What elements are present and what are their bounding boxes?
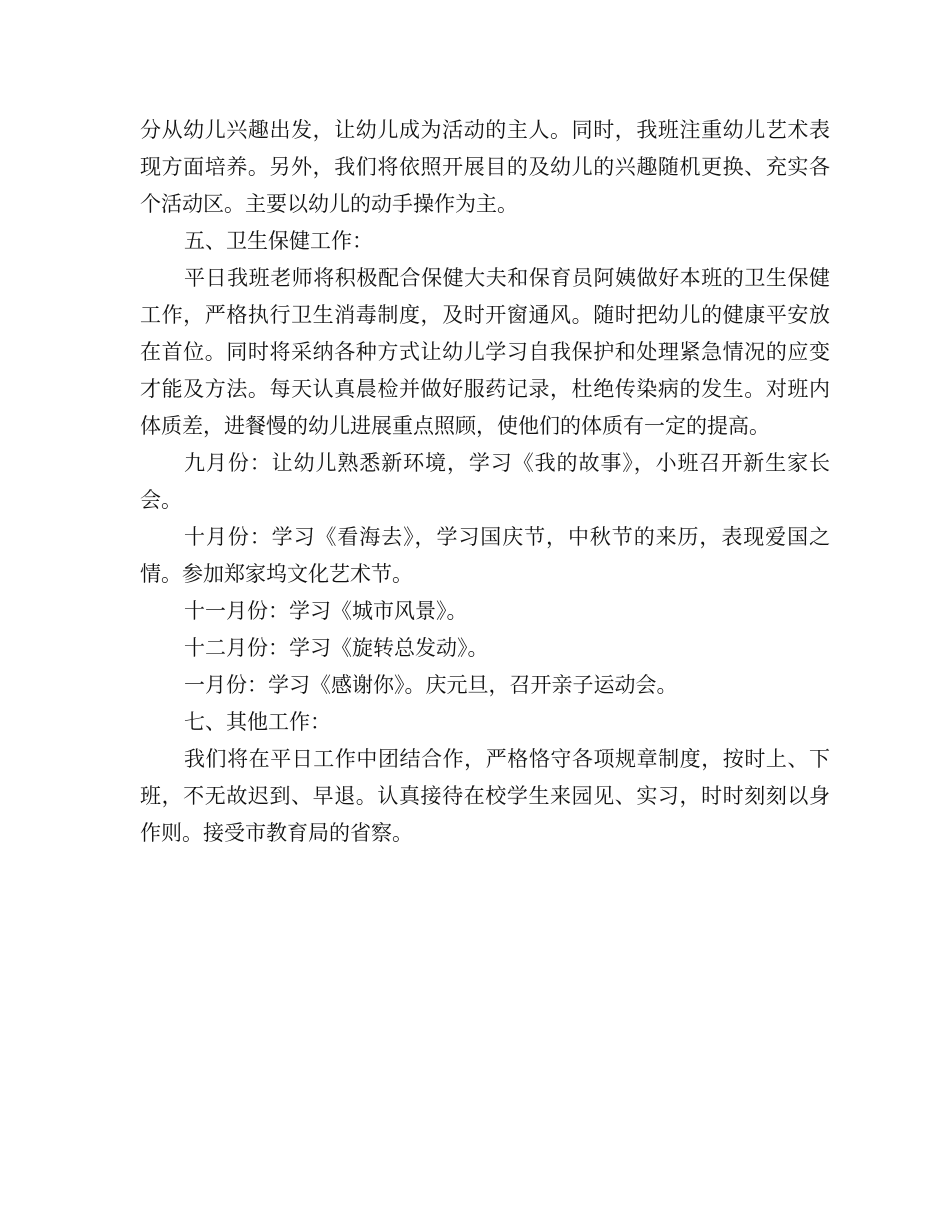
- plan-september: 九月份：让幼儿熟悉新环境，学习《我的故事》，小班召开新生家长会。: [140, 451, 830, 512]
- document-body: [140, 112, 830, 852]
- plan-october: 十月份：学习《看海去》，学习国庆节，中秋节的来历，表现爱国之情。参加郑家坞文化艺术节。: [140, 525, 830, 586]
- plan-january: 一月份：学习《感谢你》。庆元旦，召开亲子运动会。: [184, 673, 678, 697]
- paragraph-continuation: 分从幼儿兴趣出发，让幼儿成为活动的主人。同时，我班注重幼儿艺术表现方面培养。另外，我们将依照开展目的及幼儿的兴趣随机更换、充实各个活动区。主要以幼儿的动手操作为主。: [140, 118, 830, 216]
- section-heading-health: 五、卫生保健工作：: [184, 229, 373, 253]
- paragraph-health: 平日我班老师将积极配合保健大夫和保育员阿姨做好本班的卫生保健工作，严格执行卫生消毒制度，及时开窗通风。随时把幼儿的健康平安放在首位。同时将采纳各种方式让幼儿学习自我保护和处理紧急情况的应变才能及方法。每天认真晨检并做好服药记录，杜绝传染病的发生。对班内体质差，进餐慢的幼儿进展重点照顾，使他们的体质有一定的提高。: [140, 266, 830, 438]
- section-heading-other: 七、其他工作：: [184, 710, 331, 734]
- plan-november: 十一月份：学习《城市风景》。: [184, 599, 468, 623]
- paragraph-other: 我们将在平日工作中团结合作，严格恪守各项规章制度，按时上、下班，不无故迟到、早退。认真接待在校学生来园见、实习，时时刻刻以身作则。接受市教育局的省察。: [140, 747, 830, 845]
- plan-december: 十二月份：学习《旋转总发动》。: [184, 636, 489, 660]
